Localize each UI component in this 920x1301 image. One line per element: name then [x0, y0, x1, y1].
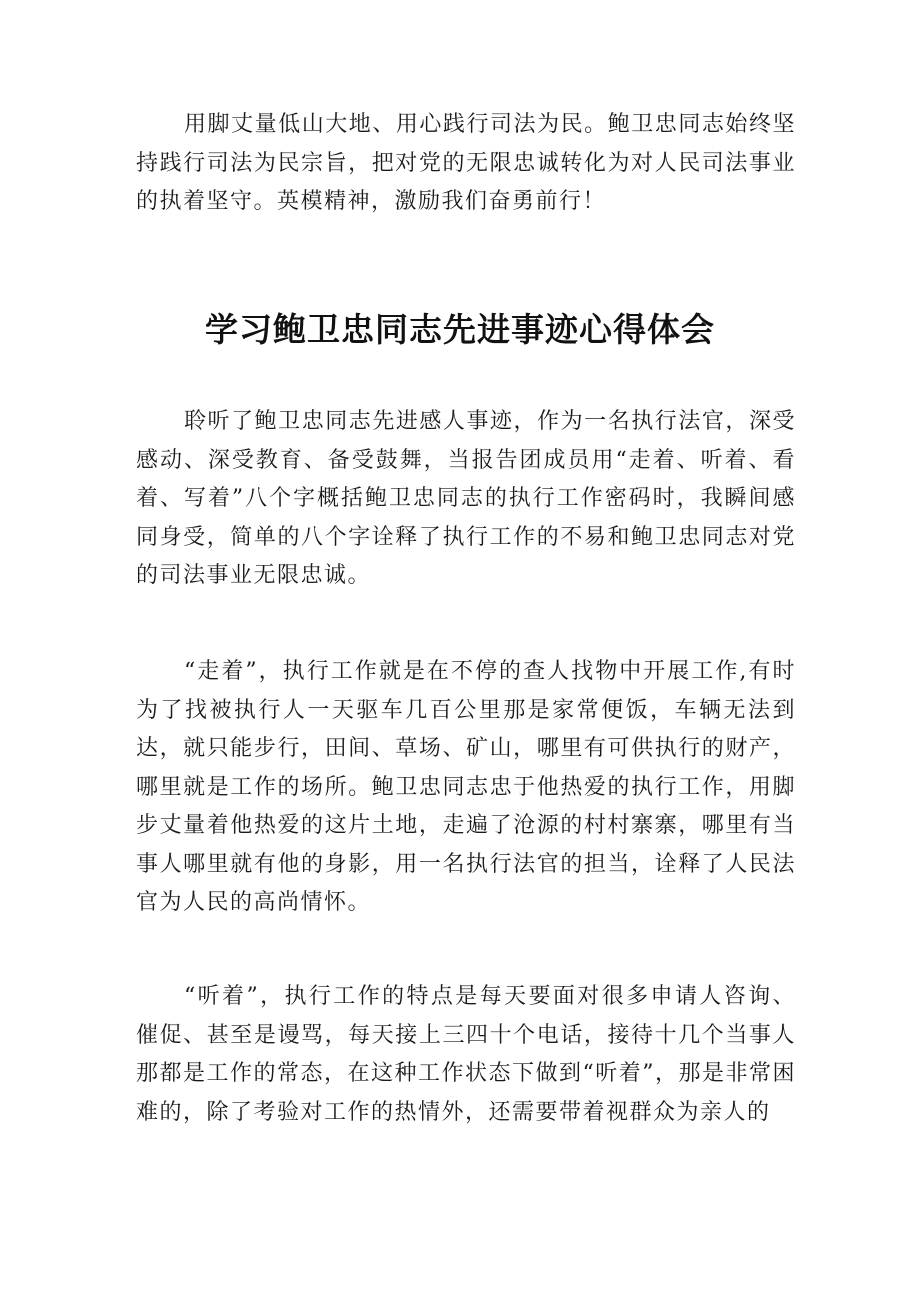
article-title: 学习鲍卫忠同志先进事迹心得体会: [205, 310, 715, 349]
body-paragraph-3: “听着”，执行工作的特点是每天要面对很多申请人咨询、催促、甚至是谩骂，每天接上三四十个电话，接待十几个当事人那都是工作的常态，在这种工作状态下做到“听着”，那是非常困难的，除了考验对工作的热情外，还需要带着视群众为亲人的: [136, 984, 796, 1125]
body-paragraph-2: “走着”，执行工作就是在不停的查人找物中开展工作,有时为了找被执行人一天驱车几百公里那是家常便饭，车辆无法到达，就只能步行，田间、草场、矿山，哪里有可供执行的财产，哪里就是工作的场所。鲍卫忠同志忠于他热爱的执行工作，用脚步丈量着他热爱的这片土地，走遍了沧源的村村寨寨，哪里有当事人哪里就有他的身影，用一名执行法官的担当，诠释了人民法官为人民的高尚情怀。: [136, 659, 796, 915]
intro-paragraph: 用脚丈量低山大地、用心践行司法为民。鲍卫忠同志始终坚持践行司法为民宗旨，把对党的无限忠诚转化为对人民司法事业的执着坚守。英模精神，激励我们奋勇前行！: [136, 112, 796, 214]
body-paragraph-1: 聆听了鲍卫忠同志先进感人事迹，作为一名执行法官，深受感动、深受教育、备受鼓舞，当报告团成员用“走着、听着、看着、写着”八个字概括鲍卫忠同志的执行工作密码时，我瞬间感同身受，简单的八个字诠释了执行工作的不易和鲍卫忠同志对党的司法事业无限忠诚。: [136, 409, 796, 588]
